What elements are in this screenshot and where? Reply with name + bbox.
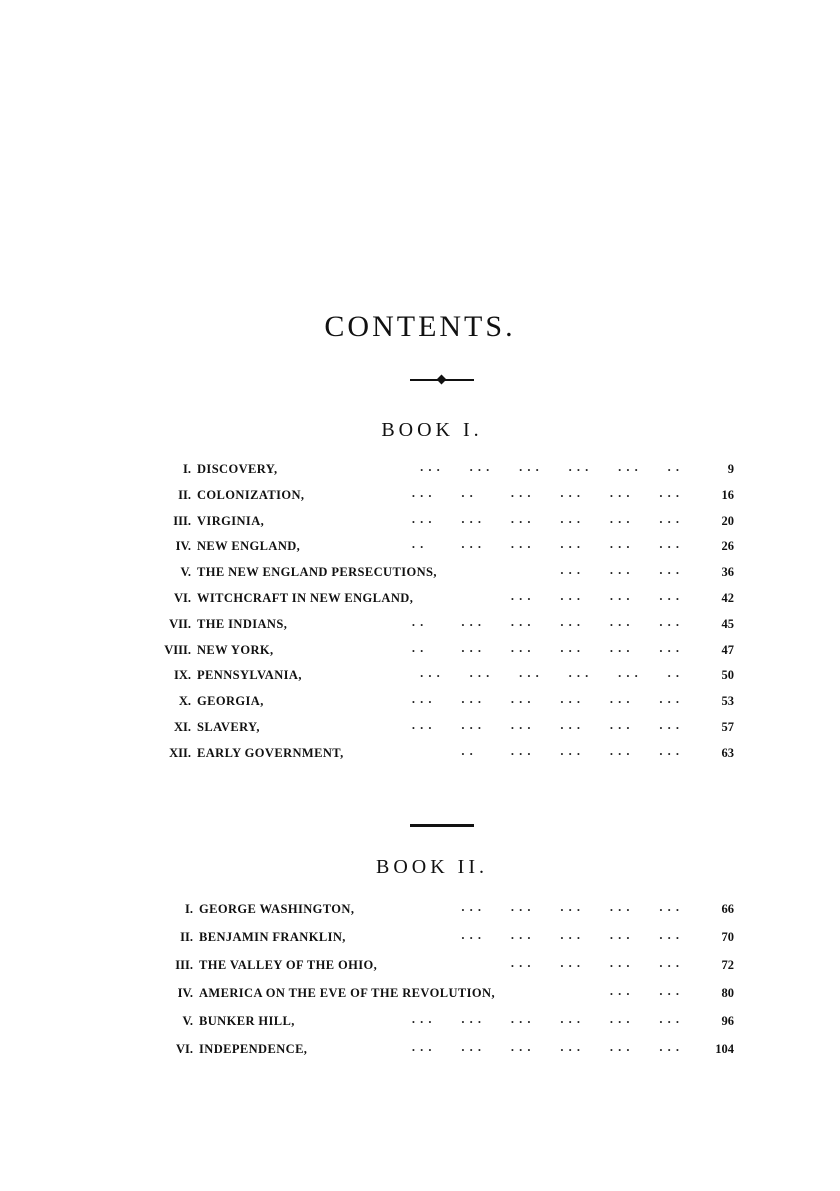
chapter-title: WITCHCRAFT IN NEW ENGLAND,	[197, 590, 414, 605]
chapter-number: XI.	[173, 719, 191, 734]
toc-row[interactable]	[0, 640, 840, 669]
chapter-title: SLAVERY,	[197, 719, 260, 734]
chapter-title: THE NEW ENGLAND PERSECUTIONS,	[197, 565, 437, 580]
page-number: 80	[721, 986, 734, 1000]
chapter-number: V.	[182, 1014, 193, 1028]
toc-row[interactable]	[0, 902, 840, 930]
section-divider	[410, 824, 474, 827]
toc-row[interactable]	[0, 717, 840, 746]
chapter-title: GEORGE WASHINGTON,	[199, 902, 355, 916]
toc-row[interactable]	[0, 588, 840, 617]
chapter-number: II.	[180, 930, 193, 944]
chapter-title: THE VALLEY OF THE OHIO,	[199, 958, 378, 972]
toc-row[interactable]	[0, 958, 840, 986]
dot-leaders: . . . . . . . . . . . . . . . . . .	[411, 511, 680, 526]
dot-leaders: . . . . . . . . . . . . . . . . .	[411, 485, 680, 500]
page-number: 63	[721, 745, 734, 760]
dot-leaders: . . . . . . . . . . . .	[510, 956, 680, 970]
page-number: 104	[715, 1042, 734, 1056]
dot-leaders: . . . . . . . . . . . . . . .	[461, 928, 680, 942]
chapter-number: VI.	[173, 590, 191, 605]
toc-row[interactable]	[0, 930, 840, 958]
page-number: 70	[721, 930, 734, 944]
page-number: 96	[721, 1014, 734, 1028]
chapter-title: GEORGIA,	[197, 694, 264, 709]
chapter-number: I.	[185, 902, 193, 916]
page-title: CONTENTS.	[324, 310, 516, 343]
book-2-toc	[0, 902, 840, 1070]
chapter-number: V.	[180, 565, 191, 580]
chapter-title: BUNKER HILL,	[199, 1014, 295, 1028]
dot-leaders: . . . . . . . . . . . . . . . . .	[420, 460, 680, 474]
toc-row[interactable]	[0, 485, 840, 514]
toc-row[interactable]	[0, 462, 840, 488]
chapter-number: IX.	[173, 668, 191, 683]
chapter-title: BENJAMIN FRANKLIN,	[199, 930, 346, 944]
toc-row[interactable]	[0, 986, 840, 1014]
chapter-number: IV.	[175, 539, 191, 554]
dot-leaders: . . . . . . . . . . . . . . . . . .	[411, 1012, 680, 1026]
chapter-number: II.	[178, 487, 191, 502]
chapter-title: COLONIZATION,	[197, 487, 305, 502]
page-number: 16	[721, 487, 734, 502]
dot-leaders: . . . . . .	[609, 984, 680, 998]
chapter-title: PENNSYLVANIA,	[197, 668, 302, 683]
toc-row[interactable]	[0, 1014, 840, 1042]
toc-row[interactable]	[0, 539, 840, 565]
page-number: 45	[721, 616, 734, 631]
chapter-number: XII.	[169, 745, 191, 760]
toc-row[interactable]	[0, 511, 840, 540]
page-number: 57	[721, 719, 734, 734]
page-number: 53	[721, 694, 734, 709]
dot-leaders: . . . . . . . . . . . . . . . . . .	[411, 692, 680, 707]
toc-row[interactable]	[0, 668, 840, 694]
chapter-title: THE INDIANS,	[197, 616, 288, 631]
chapter-title: NEW YORK,	[197, 642, 274, 657]
chapter-number: VII.	[169, 616, 191, 631]
page-number: 72	[721, 958, 734, 972]
page-number: 9	[727, 462, 734, 476]
dot-leaders: . . . . . . . . . . . . . . . . . .	[411, 717, 680, 732]
toc-row[interactable]	[0, 565, 840, 591]
page-number: 50	[721, 668, 734, 683]
dot-leaders: . . . . . . . . . . . . . . . . . .	[411, 1040, 680, 1054]
chapter-number: X.	[178, 694, 191, 709]
chapter-title: DISCOVERY,	[197, 462, 278, 476]
page-number: 66	[721, 902, 734, 916]
toc-row[interactable]	[0, 614, 840, 643]
dot-leaders: . . . . . . . . . . . . . . . . .	[411, 537, 680, 552]
toc-row[interactable]	[0, 694, 840, 720]
book-2-heading: BOOK II.	[376, 856, 488, 878]
chapter-number: VI.	[175, 1042, 193, 1056]
book-1-heading: BOOK I.	[381, 419, 483, 441]
ornament-divider	[410, 378, 474, 382]
chapter-number: III.	[175, 958, 193, 972]
chapter-title: VIRGINIA,	[197, 513, 265, 528]
book-1-toc	[0, 462, 840, 772]
dot-leaders: . . . . . . . . . . . . . . . . .	[420, 666, 680, 681]
toc-row[interactable]	[0, 743, 840, 772]
page-number: 42	[721, 590, 734, 605]
chapter-number: I.	[183, 462, 191, 476]
chapter-number: III.	[173, 513, 191, 528]
dot-leaders: . . . . . . . . .	[560, 563, 680, 578]
page-number: 20	[721, 513, 734, 528]
dot-leaders: . . . . . . . . . . . . . . .	[461, 900, 680, 914]
page-number: 26	[721, 539, 734, 554]
chapter-number: IV.	[177, 986, 193, 1000]
dot-leaders: . . . . . . . . . . . . . . . . .	[411, 614, 680, 629]
dot-leaders: . . . . . . . . . . . . . . . . .	[411, 640, 680, 655]
chapter-title: NEW ENGLAND,	[197, 539, 301, 554]
page-number: 36	[721, 565, 734, 580]
toc-row[interactable]	[0, 1042, 840, 1070]
page-number: 47	[721, 642, 734, 657]
dot-leaders: . . . . . . . . . . . . . .	[461, 743, 680, 758]
dot-leaders: . . . . . . . . . . . .	[510, 588, 680, 603]
chapter-number: VIII.	[164, 642, 191, 657]
chapter-title: AMERICA ON THE EVE OF THE REVOLUTION,	[199, 986, 495, 1000]
chapter-title: EARLY GOVERNMENT,	[197, 745, 344, 760]
chapter-title: INDEPENDENCE,	[199, 1042, 308, 1056]
